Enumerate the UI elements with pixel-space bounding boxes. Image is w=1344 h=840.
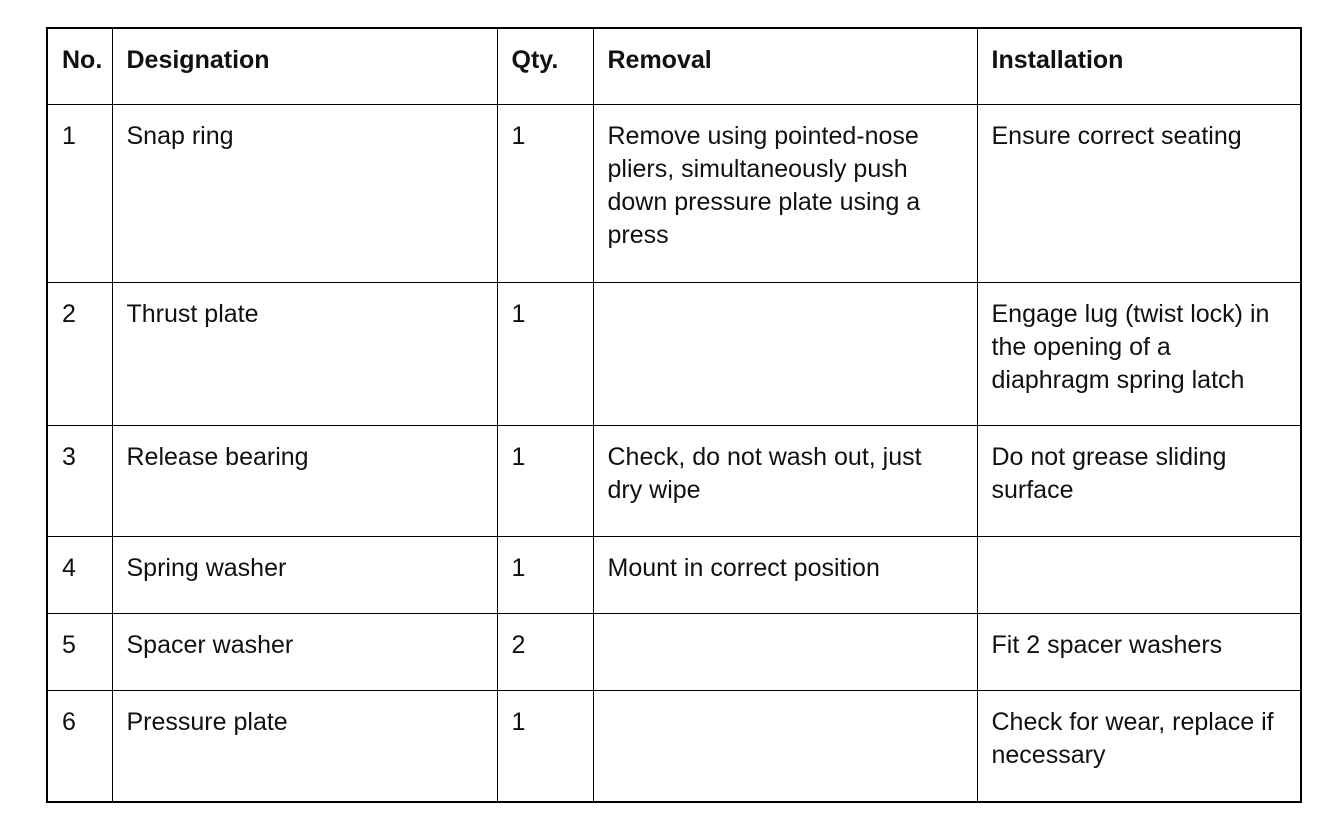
table-row [47, 283, 1301, 426]
table-row [47, 614, 1301, 691]
cell-installation: Ensure correct seating [977, 105, 1301, 283]
cell-installation: Do not grease sliding surface [977, 426, 1301, 537]
cell-designation: Spacer washer [112, 614, 497, 691]
header-no: No. [47, 28, 112, 105]
cell-designation: Release bearing [112, 426, 497, 537]
cell-no: 4 [47, 537, 112, 614]
cell-qty: 2 [497, 614, 593, 691]
cell-no: 3 [47, 426, 112, 537]
table-header-row [47, 28, 1301, 105]
header-installation: Installation [977, 28, 1301, 105]
cell-installation [977, 537, 1301, 614]
header-qty: Qty. [497, 28, 593, 105]
table-row [47, 691, 1301, 803]
header-designation: Designation [112, 28, 497, 105]
cell-removal [593, 614, 977, 691]
table-row [47, 537, 1301, 614]
cell-qty: 1 [497, 426, 593, 537]
header-removal: Removal [593, 28, 977, 105]
cell-installation: Check for wear, replace if necessary [977, 691, 1301, 803]
cell-installation: Fit 2 spacer washers [977, 614, 1301, 691]
cell-removal [593, 691, 977, 803]
cell-designation: Thrust plate [112, 283, 497, 426]
cell-removal: Check, do not wash out, just dry wipe [593, 426, 977, 537]
cell-qty: 1 [497, 105, 593, 283]
cell-removal: Remove using pointed-nose pliers, simultaneously push down pressure plate using a press [593, 105, 977, 283]
cell-removal [593, 283, 977, 426]
cell-no: 5 [47, 614, 112, 691]
cell-no: 1 [47, 105, 112, 283]
parts-table [46, 27, 1302, 803]
cell-designation: Spring washer [112, 537, 497, 614]
cell-qty: 1 [497, 283, 593, 426]
cell-qty: 1 [497, 537, 593, 614]
cell-removal: Mount in correct position [593, 537, 977, 614]
cell-no: 2 [47, 283, 112, 426]
table-row [47, 105, 1301, 283]
cell-installation: Engage lug (twist lock) in the opening of a diaphragm spring latch [977, 283, 1301, 426]
table-row [47, 426, 1301, 537]
cell-designation: Pressure plate [112, 691, 497, 803]
cell-designation: Snap ring [112, 105, 497, 283]
cell-no: 6 [47, 691, 112, 803]
cell-qty: 1 [497, 691, 593, 803]
